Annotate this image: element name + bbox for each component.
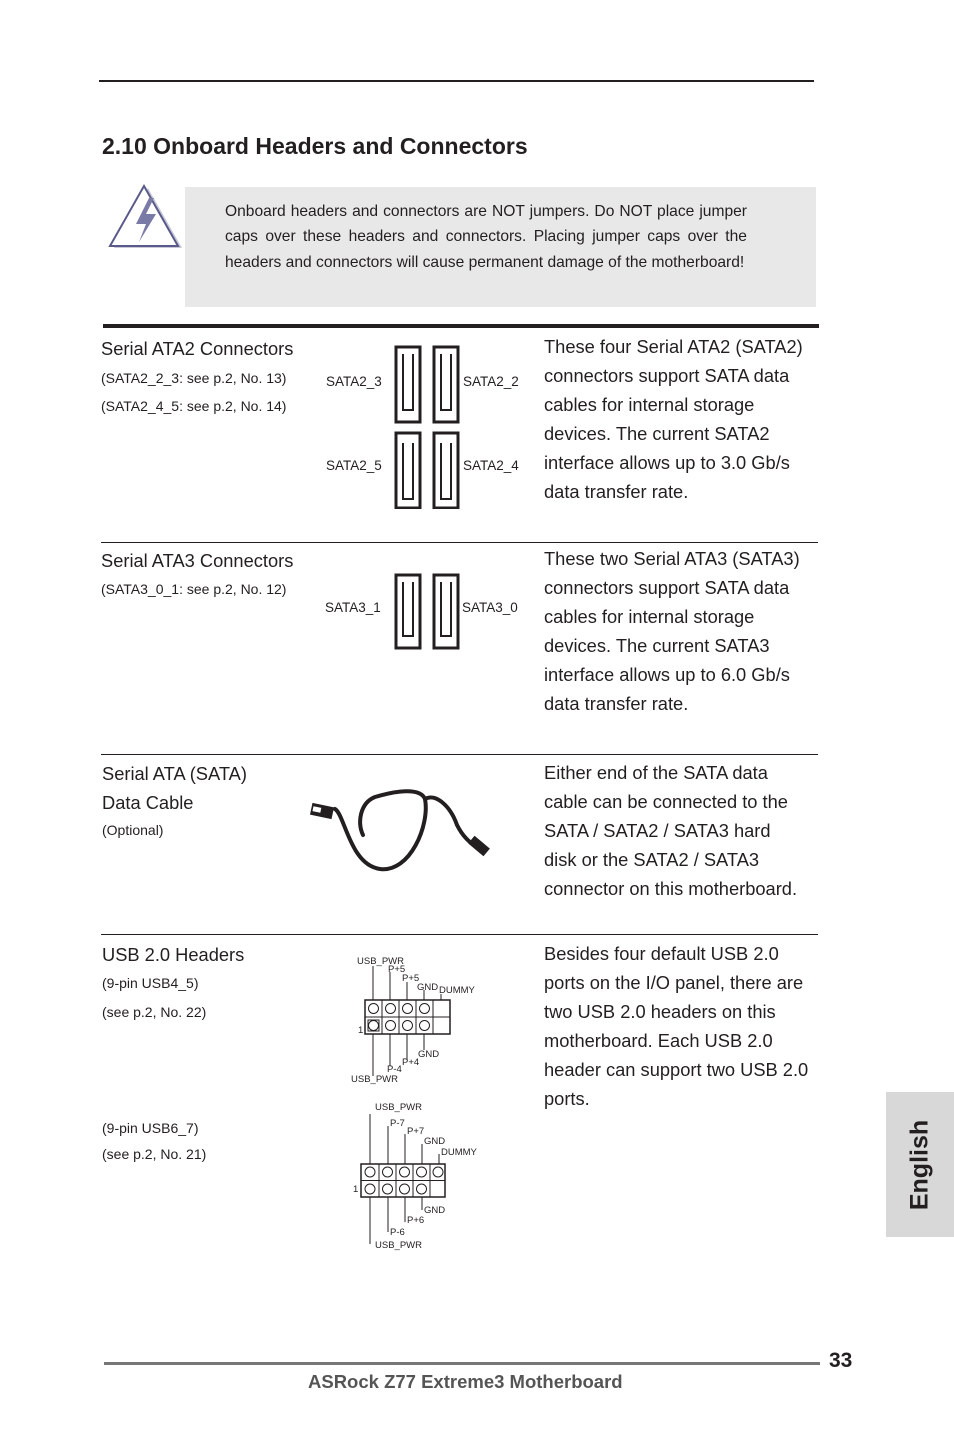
sata3-0-label: SATA3_0 — [462, 600, 518, 615]
sata3-title: Serial ATA3 Connectors — [101, 550, 294, 571]
usb67-pin-label: (9-pin USB6_7) — [102, 1120, 199, 1136]
usb45-usbpwr-bot-label: USB_PWR — [351, 1074, 398, 1085]
sata3-connectors-diagram — [394, 573, 460, 651]
top-rule — [99, 80, 814, 82]
usb45-p5-label: P+5 — [402, 973, 420, 984]
sata2-4-label: SATA2_4 — [463, 458, 519, 473]
usb-description: Besides four default USB 2.0 ports on the I/O panel, there are two USB 2.0 headers on this motherboard. Each USB 2.0 header can support two USB 2.0 ports. — [544, 943, 809, 1109]
page-number: 33 — [829, 1349, 853, 1372]
cable-title-2: Data Cable — [102, 792, 194, 813]
usb45-p4-label: P+4 — [402, 1057, 420, 1068]
usb67-gnd-top-label: GND — [424, 1136, 446, 1147]
sata3-1-label: SATA3_1 — [325, 600, 381, 615]
section-title: 2.10 Onboard Headers and Connectors — [102, 133, 528, 159]
cable-title-1: Serial ATA (SATA) — [102, 763, 247, 784]
usb45-p4n-label: P-4 — [387, 1064, 402, 1075]
usb45-gnd-top-label: GND — [417, 982, 439, 993]
warning-note — [185, 187, 816, 307]
usb67-p7-label: P+7 — [407, 1126, 425, 1137]
section-rule — [101, 754, 818, 755]
usb45-p5n-label: P+5 — [388, 964, 406, 975]
usb45-dummy-label: DUMMY — [439, 985, 475, 996]
usb45-pin1-label: 1 — [358, 1025, 364, 1036]
sata2-ref-1: (SATA2_2_3: see p.2, No. 13) — [101, 370, 287, 386]
footer-rule — [104, 1362, 820, 1365]
sata2-5-label: SATA2_5 — [326, 458, 382, 473]
usb45-gnd-bot-label: GND — [418, 1049, 440, 1060]
usb67-ref: (see p.2, No. 21) — [102, 1146, 207, 1162]
usb45-ref: (see p.2, No. 22) — [102, 1004, 207, 1020]
sata2-ref-2: (SATA2_4_5: see p.2, No. 14) — [101, 398, 287, 414]
usb67-p6-label: P+6 — [407, 1215, 425, 1226]
footer-text: ASRock Z77 Extreme3 Motherboard — [308, 1371, 623, 1392]
usb67-usbpwr-bot-label: USB_PWR — [375, 1240, 422, 1251]
warning-lightning-icon — [108, 184, 182, 252]
sata2-description: These four Serial ATA2 (SATA2) connectors support SATA data cables for internal storage devices. The current SATA2 interface allows up to 3.0 Gb/s data transfer rate. — [544, 336, 803, 502]
usb67-usbpwr-top-label: USB_PWR — [375, 1102, 422, 1113]
cable-description: Either end of the SATA data cable can be connected to the SATA / SATA2 / SATA3 hard disk or the SATA2 / SATA3 connector on this motherboard. — [544, 762, 798, 899]
sata2-2-label: SATA2_2 — [463, 374, 519, 389]
usb67-p7n-label: P-7 — [390, 1118, 405, 1129]
section-rule — [101, 934, 818, 935]
cable-optional: (Optional) — [102, 822, 164, 838]
section-rule — [101, 542, 818, 543]
usb67-gnd-bot-label: GND — [424, 1205, 446, 1216]
usb-title: USB 2.0 Headers — [102, 944, 245, 965]
sata3-description: These two Serial ATA3 (SATA3) connectors support SATA data cables for internal storage devices. The current SATA3 interface allows up to 6.0 Gb/s data transfer rate. — [544, 548, 800, 714]
sata2-3-label: SATA2_3 — [326, 374, 382, 389]
warning-note-text: Onboard headers and connectors are NOT jumpers. Do NOT place jumper caps over these headers and connectors. Placing jumper caps over the headers and connectors will cause permanent damage of the motherboard! — [225, 203, 747, 271]
language-tab — [886, 1092, 954, 1237]
usb67-pin1-label: 1 — [353, 1184, 359, 1195]
usb67-dummy-label: DUMMY — [441, 1147, 477, 1158]
section-rule-thick — [103, 324, 819, 328]
sata2-title: Serial ATA2 Connectors — [101, 338, 294, 359]
language-tab-label: English — [905, 1119, 934, 1210]
usb45-pin-label: (9-pin USB4_5) — [102, 975, 199, 991]
sata2-connectors-diagram — [394, 345, 460, 509]
usb45-usbpwr-top-label: USB_PWR — [357, 956, 404, 967]
usb67-p6n-label: P-6 — [390, 1227, 405, 1238]
sata-cable-image — [305, 785, 495, 875]
sata3-ref: (SATA3_0_1: see p.2, No. 12) — [101, 581, 287, 597]
